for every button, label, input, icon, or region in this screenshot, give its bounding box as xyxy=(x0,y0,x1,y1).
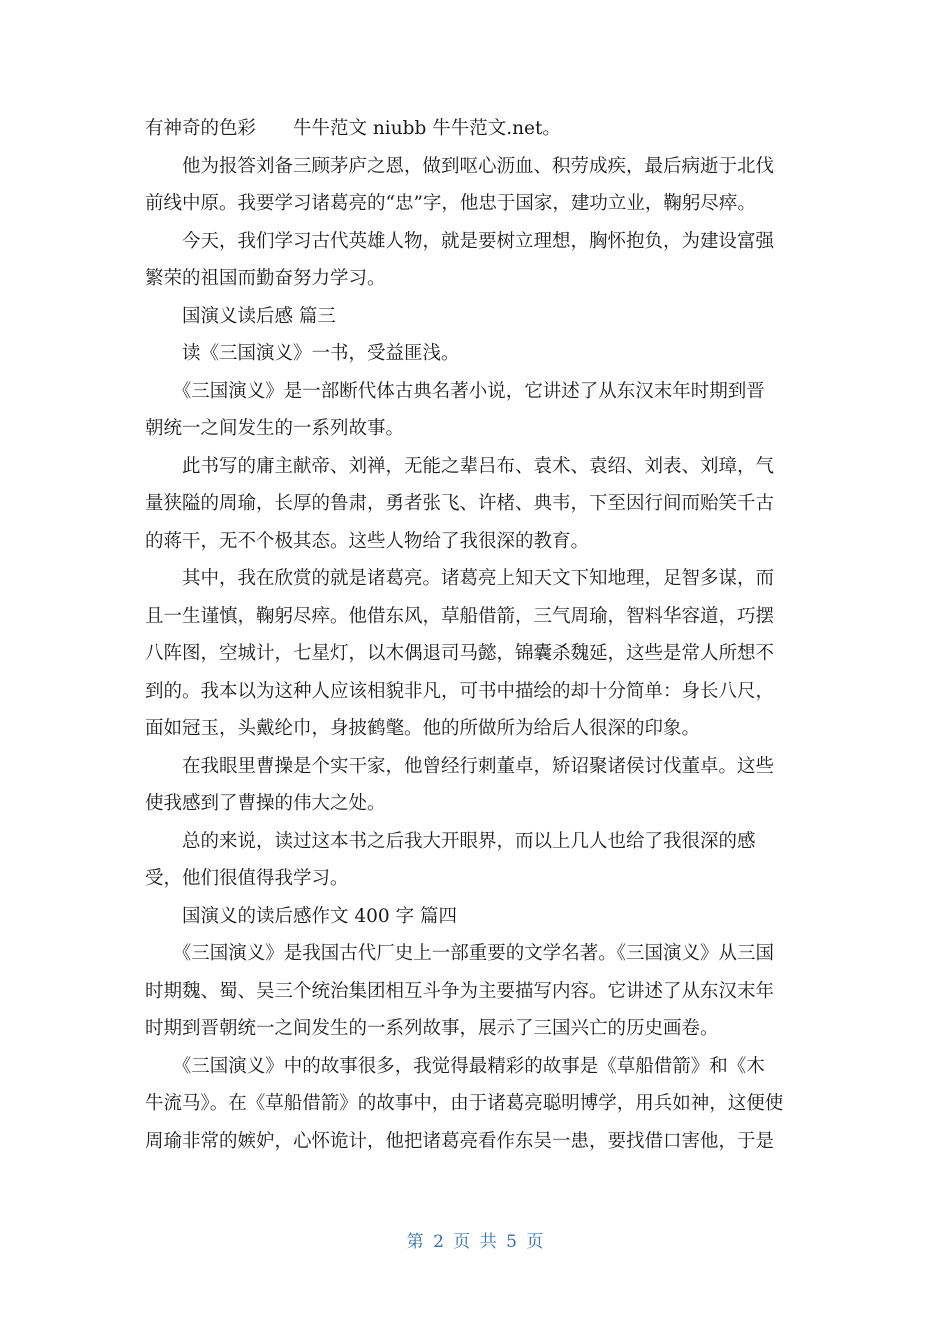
text-line: 《三国演义》中的故事很多，我觉得最精彩的故事是《草船借箭》和《木 xyxy=(145,1055,765,1077)
text-line: 时期魏、蜀、吴三个统治集团相互斗争为主要描写内容。它讲述了从东汉末年 xyxy=(145,980,775,1002)
text-line: 且一生谨慎，鞠躬尽瘁。他借东风，草船借箭，三气周瑜，智料华容道，巧摆 xyxy=(145,605,775,627)
text-line: 国演义读后感 篇三 xyxy=(145,305,336,327)
text-line: 读《三国演义》一书，受益匪浅。 xyxy=(145,343,460,364)
text-line: 有神奇的色彩 牛牛范文 niubb 牛牛范文.net。 xyxy=(145,118,561,139)
text-line: 受，他们很值得我学习。 xyxy=(145,868,349,889)
text-line: 国演义的读后感作文 400 字 篇四 xyxy=(145,905,457,927)
text-line: 他为报答刘备三顾茅庐之恩，做到呕心沥血、积劳成疾，最后病逝于北伐 xyxy=(145,155,775,177)
text-line: 《三国演义》是一部断代体古典名著小说，它讲述了从东汉末年时期到晋 xyxy=(145,380,765,402)
text-line: 此书写的庸主献帝、刘禅，无能之辈吕布、袁术、袁绍、刘表、刘璋，气 xyxy=(145,455,775,477)
text-line: 八阵图，空城计，七星灯，以木偶退司马懿，锦囊杀魏延，这些是常人所想不 xyxy=(145,643,775,664)
text-line: 今天，我们学习古代英雄人物，就是要树立理想，胸怀抱负，为建设富强 xyxy=(145,230,775,252)
text-line: 到的。我本以为这种人应该相貌非凡，可书中描绘的却十分简单：身长八尺， xyxy=(145,680,775,702)
text-line: 繁荣的祖国而勤奋努力学习。 xyxy=(145,268,386,289)
page-footer: 第 2 页 共 5 页 xyxy=(406,1232,544,1252)
text-line: 牛流马》。在《草船借箭》的故事中，由于诸葛亮聪明博学，用兵如神，这便使 xyxy=(145,1093,784,1114)
text-line: 总的来说，读过这本书之后我大开眼界，而以上几人也给了我很深的感 xyxy=(145,830,756,852)
text-line: 《三国演义》是我国古代厂史上一部重要的文学名著。《三国演义》从三国 xyxy=(145,943,775,964)
text-line: 朝统一之间发生的一系列故事。 xyxy=(145,418,405,439)
text-line: 面如冠玉，头戴纶巾，身披鹤氅。他的所做所为给后人很深的印象。 xyxy=(145,718,701,739)
text-line: 的蒋干，无不个极其态。这些人物给了我很深的教育。 xyxy=(145,530,590,552)
text-line: 时期到晋朝统一之间发生的一系列故事，展示了三国兴亡的历史画卷。 xyxy=(145,1018,719,1039)
text-line: 在我眼里曹操是个实干家，他曾经行刺董卓，矫诏聚诸侯讨伐董卓。这些 xyxy=(145,755,775,777)
text-line: 前线中原。我要学习诸葛亮的“忠”字，他忠于国家，建功立业，鞠躬尽瘁。 xyxy=(145,193,756,214)
text-line: 其中，我在欣赏的就是诸葛亮。诸葛亮上知天文下知地理，足智多谋，而 xyxy=(145,568,775,589)
text-line: 周瑜非常的嫉妒，心怀诡计，他把诸葛亮看作东吴一患，要找借口害他，于是 xyxy=(145,1130,775,1152)
text-line: 使我感到了曹操的伟大之处。 xyxy=(145,793,386,814)
text-line: 量狭隘的周瑜，长厚的鲁肃，勇者张飞、许楮、典韦，下至因行间而贻笑千古 xyxy=(145,493,775,514)
